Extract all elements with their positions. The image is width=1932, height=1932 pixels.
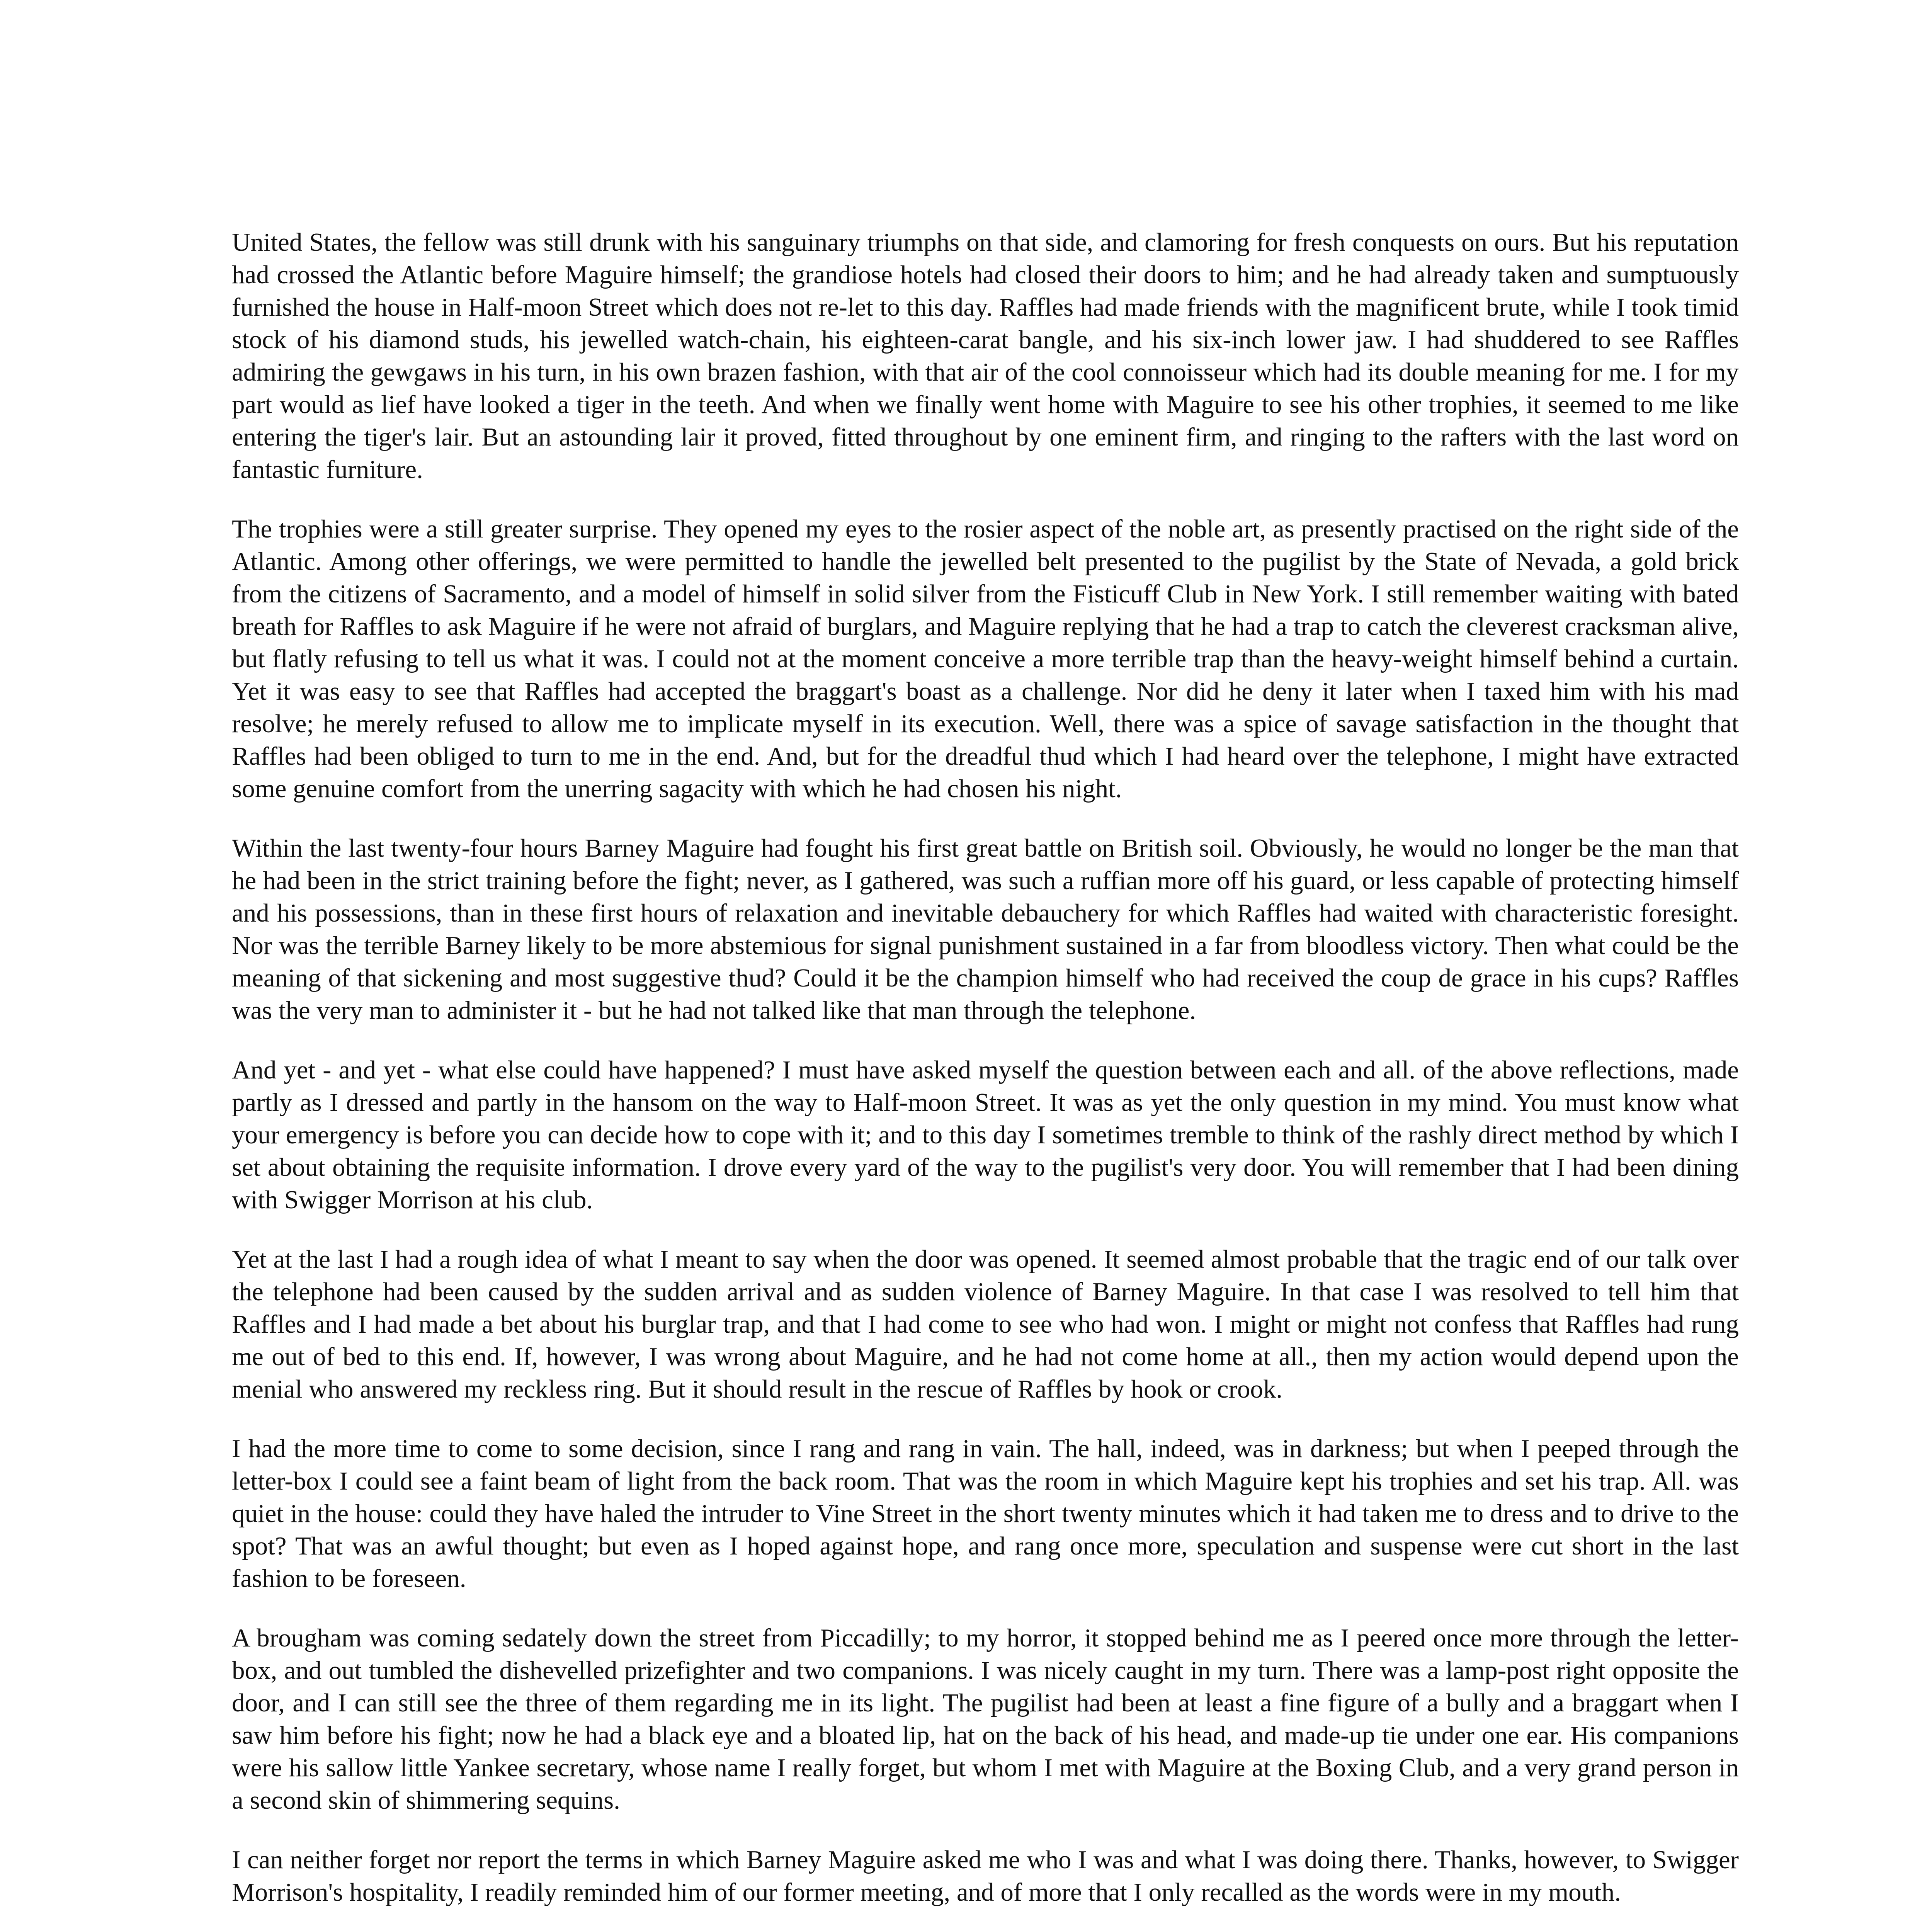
paragraph: I can neither forget nor report the terms in which Barney Maguire asked me who I was and what I was doing there. Thanks, however, to Swigger Morrison's hospitality, I readily reminded him of our former meeting, and of more that I only recalled as the words were in my mouth. [232,1845,1739,1906]
paragraph: United States, the fellow was still drunk with his sanguinary triumphs on that side, and clamoring for fresh conquests on ours. But his reputation had crossed the Atlantic before Maguire himself; the grandiose hotels had closed their doors to him; and he had already taken and sumptuously furnished the house in Half-moon Street which does not re-let to this day. Raffles had made friends with the magnificent brute, while I took timid stock of his diamond studs, his jewelled watch-chain, his eighteen-carat bangle, and his six-inch lower jaw. I had shuddered to see Raffles admiring the gewgaws in his turn, in his own brazen fashion, with that air of the cool connoisseur which had its double meaning for me. I for my part would as lief have looked a tiger in the teeth. And when we finally went home with Maguire to see his other trophies, it seemed to me like entering the tiger's lair. But an astounding lair it proved, fitted throughout by one eminent firm, and ringing to the rafters with the last word on fantastic furniture. [232,228,1739,484]
paragraph: The trophies were a still greater surprise. They opened my eyes to the rosier aspect of the noble art, as presently practised on the right side of the Atlantic. Among other offerings, we were permitted to handle the jewelled belt presented to the pugilist by the State of Nevada, a gold brick from the citizens of Sacramento, and a model of himself in solid silver from the Fisticuff Club in New York. I still remember waiting with bated breath for Raffles to ask Maguire if he were not afraid of burglars, and Maguire replying that he had a trap to catch the cleverest cracksman alive, but flatly refusing to tell us what it was. I could not at the moment conceive a more terrible trap than the heavy-weight himself behind a curtain. Yet it was easy to see that Raffles had accepted the braggart's boast as a challenge. Nor did he deny it later when I taxed him with his mad resolve; he merely refused to allow me to implicate myself in its execution. Well, there was a spice of savage satisfaction in the thought that Raffles had been obliged to turn to me in the end. And, but for the dreadful thud which I had heard over the telephone, I might have extracted some genuine comfort from the unerring sagacity with which he had chosen his night. [232,515,1739,803]
paragraph: Yet at the last I had a rough idea of what I meant to say when the door was opened. It seemed almost probable that the tragic end of our talk over the telephone had been caused by the sudden arrival and as sudden violence of Barney Maguire. In that case I was resolved to tell him that Raffles and I had made a bet about his burglar trap, and that I had come to see who had won. I might or might not confess that Raffles had rung me out of bed to this end. If, however, I was wrong about Maguire, and he had not come home at all., then my action would depend upon the menial who answered my reckless ring. But it should result in the rescue of Raffles by hook or crook. [232,1245,1739,1403]
paragraph: I had the more time to come to some decision, since I rang and rang in vain. The hall, indeed, was in darkness; but when I peeped through the letter-box I could see a faint beam of light from the back room. That was the room in which Maguire kept his trophies and set his trap. All. was quiet in the house: could they have haled the intruder to Vine Street in the short twenty minutes which it had taken me to dress and to drive to the spot? That was an awful thought; but even as I hoped against hope, and rang once more, speculation and suspense were cut short in the last fashion to be foreseen. [232,1434,1739,1593]
paragraph: Within the last twenty-four hours Barney Maguire had fought his first great battle on British soil. Obviously, he would no longer be the man that he had been in the strict training before the fight; never, as I gathered, was such a ruffian more off his guard, or less capable of protecting himself and his possessions, than in these first hours of relaxation and inevitable debauchery for which Raffles had waited with characteristic foresight. Nor was the terrible Barney likely to be more abstemious for signal punishment sustained in a far from bloodless victory. Then what could be the meaning of that sickening and most suggestive thud? Could it be the champion himself who had received the coup de grace in his cups? Raffles was the very man to administer it - but he had not talked like that man through the telephone. [232,834,1739,1025]
document-body [232,226,1739,1932]
paragraph: A brougham was coming sedately down the street from Piccadilly; to my horror, it stopped behind me as I peered once more through the letter-box, and out tumbled the dishevelled prizefighter and two companions. I was nicely caught in my turn. There was a lamp-post right opposite the door, and I can still see the three of them regarding me in its light. The pugilist had been at least a fine figure of a bully and a braggart when I saw him before his fight; now he had a black eye and a bloated lip, hat on the back of his head, and made-up tie under one ear. His companions were his sallow little Yankee secretary, whose name I really forget, but whom I met with Maguire at the Boxing Club, and a very grand person in a second skin of shimmering sequins. [232,1624,1739,1815]
paragraph: And yet - and yet - what else could have happened? I must have asked myself the question between each and all. of the above reflections, made partly as I dressed and partly in the hansom on the way to Half-moon Street. It was as yet the only question in my mind. You must know what your emergency is before you can decide how to cope with it; and to this day I sometimes tremble to think of the rashly direct method by which I set about obtaining the requisite information. I drove every yard of the way to the pugilist's very door. You will remember that I had been dining with Swigger Morrison at his club. [232,1056,1739,1214]
